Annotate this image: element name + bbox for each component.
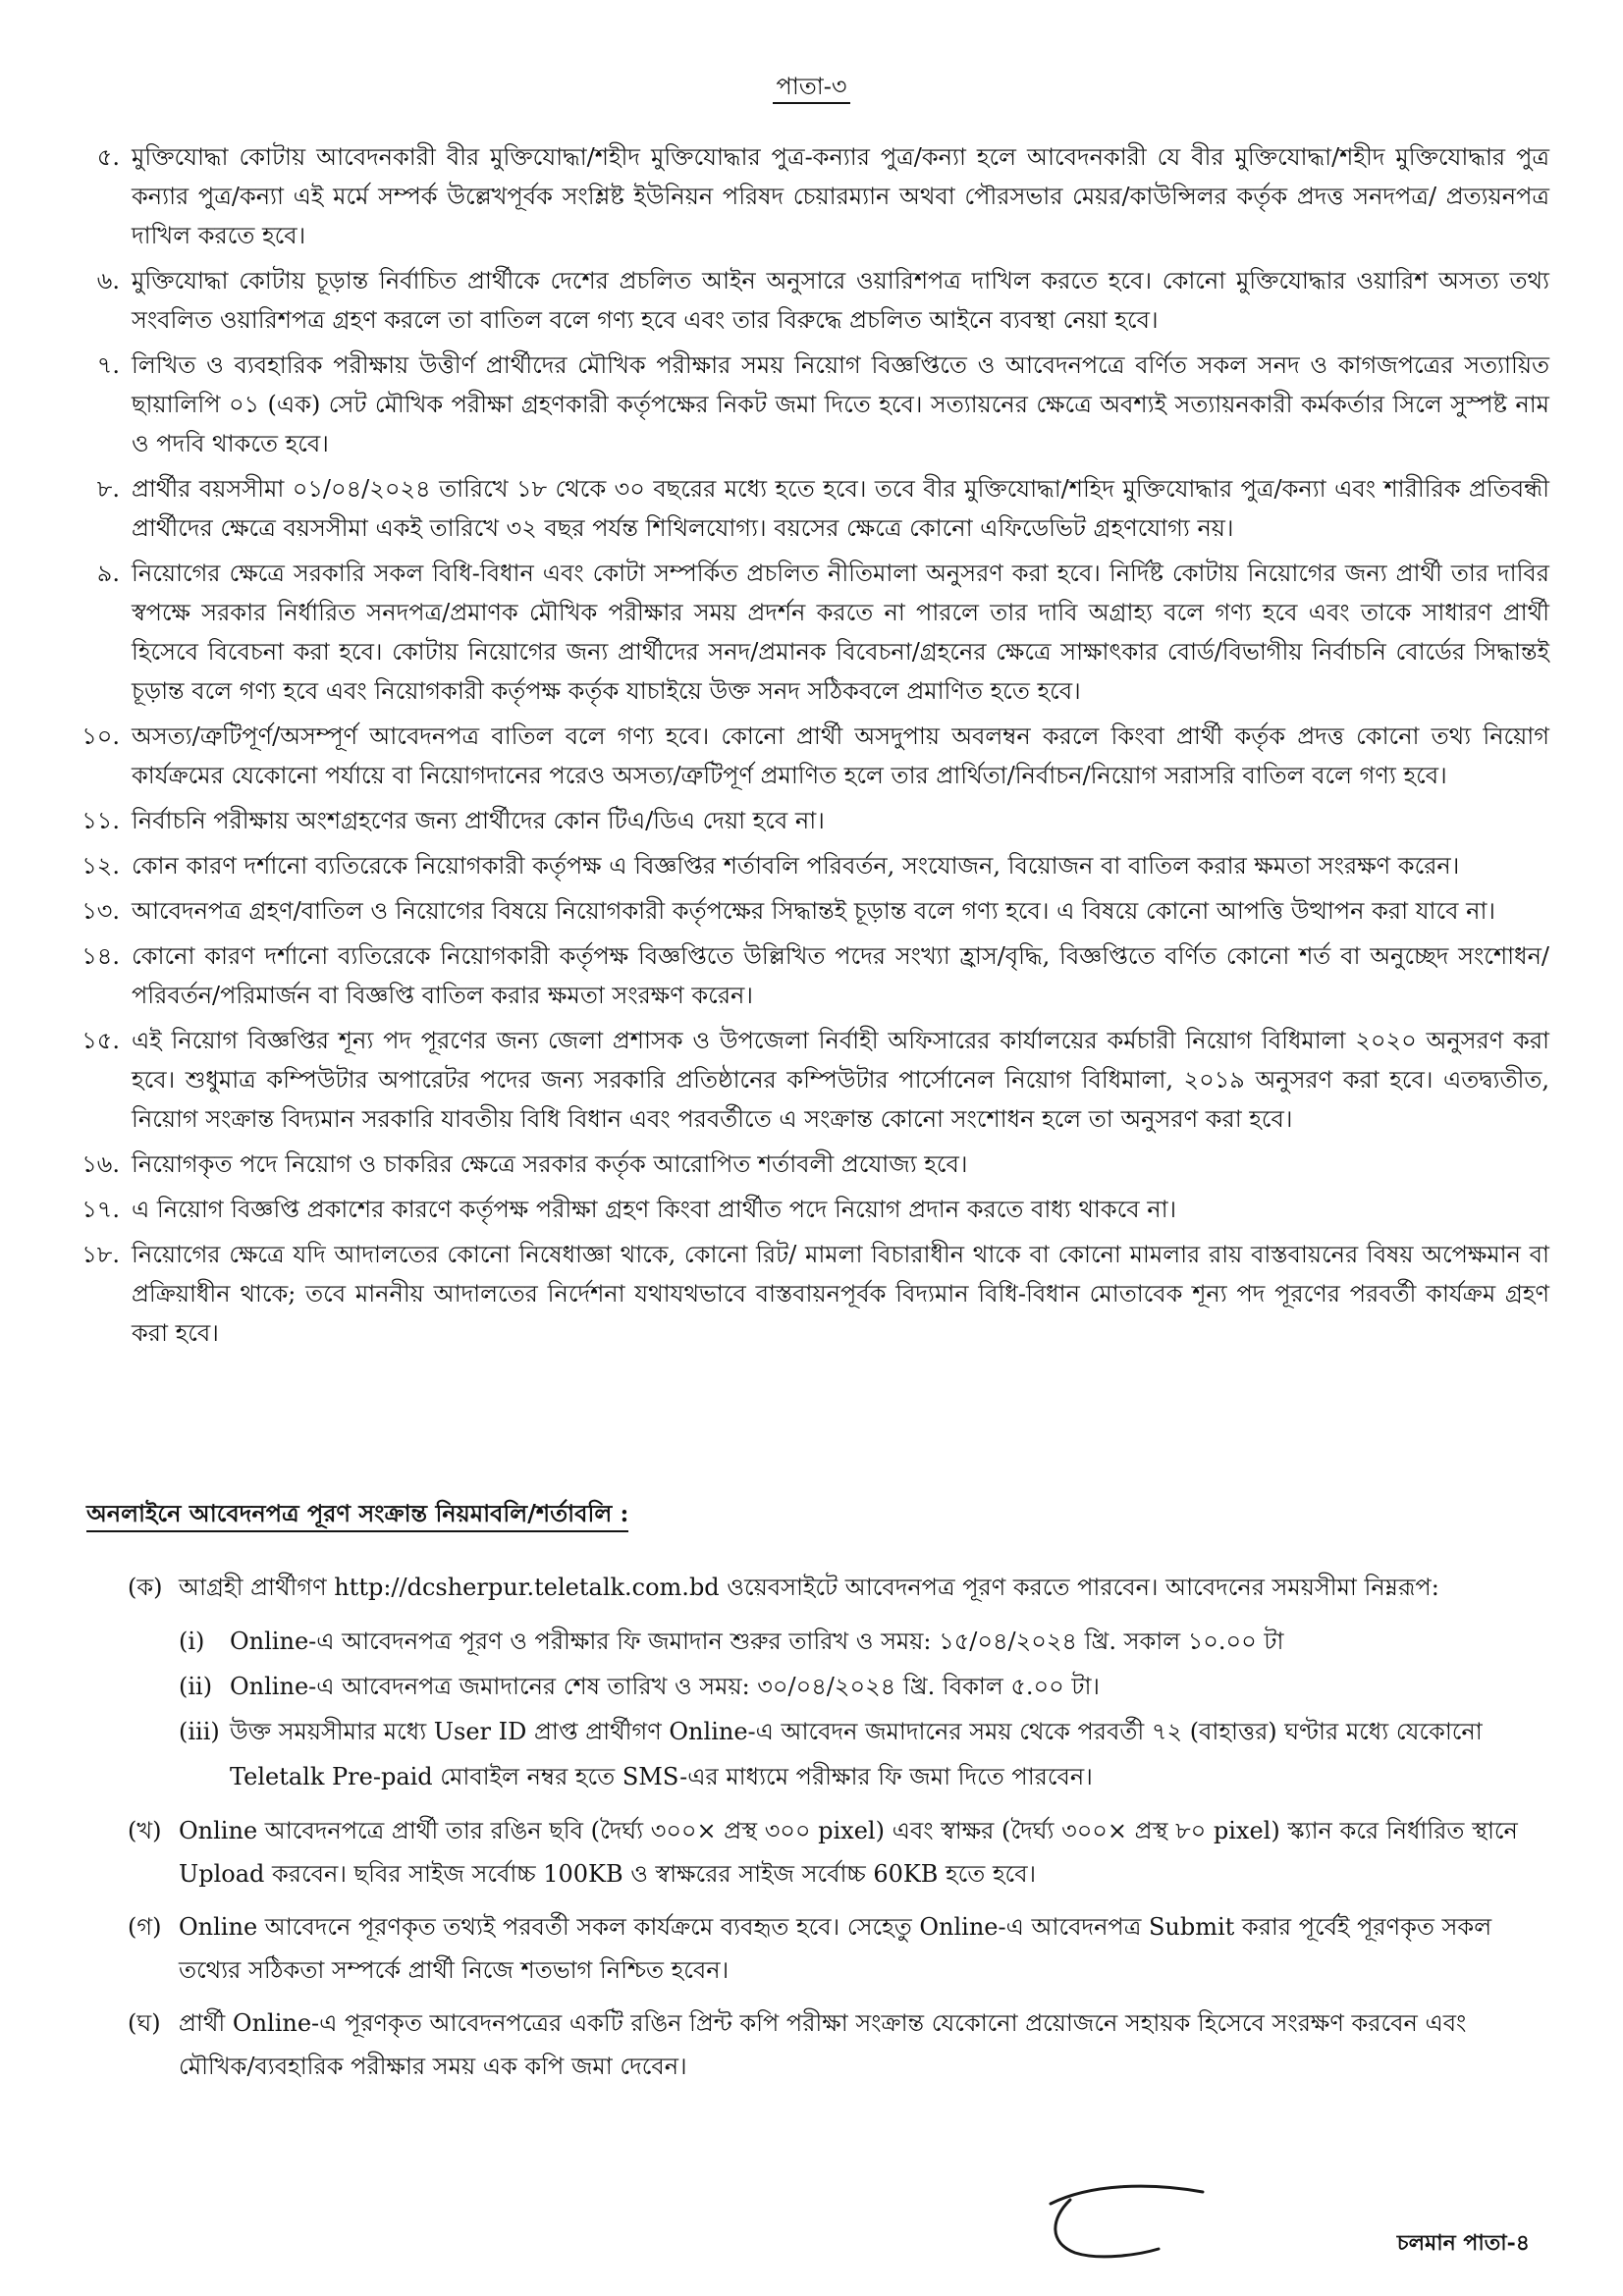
rule-text: মুক্তিযোদ্ধা কোটায় চূড়ান্ত নির্বাচিত প্রার্থীকে দেশের প্রচলিত আইন অনুসারে ওয়ারিশপত্র দাখিল করতে হবে। কোনো মুক্তিযোদ্ধার ওয়ারিশ অসত্য তথ্য সংবলিত ওয়ারিশপত্র গ্রহণ করলে তা বাতিল বলে গণ্য হবে এবং তার বিরুদ্ধে প্রচলিত আইনে ব্যবস্থা নেয়া হবে। [132,267,1549,334]
sub-clause-text: Online-এ আবেদনপত্র জমাদানের শেষ তারিখ ও সময়: ৩০/০৪/২০২৪ খ্রি. বিকাল ৫.০০ টা। [230,1673,1100,1700]
sub-clause-text: উক্ত সময়সীমার মধ্যে User ID প্রাপ্ত প্রার্থীগণ Online-এ আবেদন জমাদানের সময় থেকে পরবর্তী ৭২ (বাহাত্তর) ঘণ্টার মধ্যে যেকোনো Teletalk Pre-paid মোবাইল নম্বর হতে SMS-এর মাধ্যমে পরীক্ষার ফি জমা দিতে পারবেন। [230,1718,1483,1790]
sub-clause-text: Online-এ আবেদনপত্র পূরণ ও পরীক্ষার ফি জমাদান শুরুর তারিখ ও সময়: ১৫/০৪/২০২৪ খ্রি. সকাল ১০.০০ টা [230,1628,1284,1655]
clause-number: (খ) [128,1817,162,1844]
clause-ka [128,1566,1522,1609]
signature-scribble [1031,2174,1217,2263]
clause-number: (গ) [128,1913,162,1941]
rule-item-7 [77,346,1549,463]
rule-text: নিয়োগের ক্ষেত্রে যদি আদালতের কোনো নিষেধাজ্ঞা থাকে, কোনো রিট/ মামলা বিচারাধীন থাকে বা কোনো মামলার রায় বাস্তবায়নের বিষয় অপেক্ষমান বা প্রক্রিয়াধীন থাকে; তবে মাননীয় আদালতের নির্দেশনা যথাযথভাবে বাস্তবায়নপূর্বক বিদ্যমান বিধি-বিধান মোতাবেক শূন্য পদ পূরণের পরবর্তী কার্যক্রম গ্রহণ করা হবে। [132,1241,1549,1347]
rule-text: প্রার্থীর বয়সসীমা ০১/০৪/২০২৪ তারিখে ১৮ থেকে ৩০ বছরের মধ্যে হতে হবে। তবে বীর মুক্তিযোদ্ধা/শহিদ মুক্তিযোদ্ধার পুত্র/কন্যা এবং শারীরিক প্রতিবন্ধী প্রার্থীদের ক্ষেত্রে বয়সসীমা একই তারিখে ৩২ বছর পর্যন্ত শিথিলযোগ্য। বয়সের ক্ষেত্রে কোনো এফিডেভিট গ্রহণযোগ্য নয়। [132,475,1549,542]
sub-clause-number: (i) [179,1628,205,1655]
rule-text: মুক্তিযোদ্ধা কোটায় আবেদনকারী বীর মুক্তিযোদ্ধা/শহীদ মুক্তিযোদ্ধার পুত্র-কন্যার পুত্র/কন্যা হলে আবেদনকারী যে বীর মুক্তিযোদ্ধা/শহীদ মুক্তিযোদ্ধার পুত্র কন্যার পুত্র/কন্যা এই মর্মে সম্পর্ক উল্লেখপূর্বক সংশ্লিষ্ট ইউনিয়ন পরিষদ চেয়ারম্যান অথবা পৌরসভার মেয়র/কাউন্সিলর কর্তৃক প্রদত্ত সনদপত্র/ প্রত্যয়নপত্র দাখিল করতে হবে। [132,143,1549,249]
rule-text: নিয়োগকৃত পদে নিয়োগ ও চাকরির ক্ষেত্রে সরকার কর্তৃক আরোপিত শর্তাবলী প্রযোজ্য হবে। [132,1150,968,1178]
clause-ga [128,1905,1522,1992]
rule-text: এ নিয়োগ বিজ্ঞপ্তি প্রকাশের কারণে কর্তৃপক্ষ পরীক্ষা গ্রহণ কিংবা প্রার্থীত পদে নিয়োগ প্রদান করতে বাধ্য থাকবে না। [132,1196,1177,1223]
rule-text: আবেদনপত্র গ্রহণ/বাতিল ও নিয়োগের বিষয়ে নিয়োগকারী কর্তৃপক্ষের সিদ্ধান্তই চূড়ান্ত বলে গণ্য হবে। এ বিষয়ে কোনো আপত্তি উত্থাপন করা যাবে না। [132,897,1495,925]
rule-item-10 [77,717,1549,795]
sub-clause-number: (ii) [179,1673,213,1700]
rule-number: ১৭. [81,1196,120,1223]
rule-item-17 [77,1190,1549,1229]
clause-text: Online আবেদনে পূরণকৃত তথ্যই পরবর্তী সকল কার্যক্রমে ব্যবহৃত হবে। সেহেতু Online-এ আবেদনপত্র Submit করার পূর্বেই পূরণকৃত সকল তথ্যের সঠিকতা সম্পর্কে প্রার্থী নিজে শতভাগ নিশ্চিত হবেন। [179,1913,1492,1984]
page-number [0,69,1623,108]
rule-item-15 [77,1021,1549,1139]
sub-clause-iii [179,1709,1522,1799]
rule-number: ৯. [96,560,120,587]
rule-text: কোন কারণ দর্শানো ব্যতিরেকে নিয়োগকারী কর্তৃপক্ষ এ বিজ্ঞপ্তির শর্তাবলি পরিবর্তন, সংযোজন, বিয়োজন বা বাতিল করার ক্ষমতা সংরক্ষণ করেন। [132,852,1460,880]
rule-text: নিয়োগের ক্ষেত্রে সরকারি সকল বিধি-বিধান এবং কোটা সম্পর্কিত প্রচলিত নীতিমালা অনুসরণ করা হবে। নির্দিষ্ট কোটায় নিয়োগের জন্য প্রার্থী তার দাবির স্বপক্ষে সরকার নির্ধারিত সনদপত্র/প্রমাণক মৌখিক পরীক্ষার সময় প্রদর্শন করতে না পারলে তার দাবি অগ্রাহ্য বলে গণ্য হবে এবং তাকে সাধারণ প্রার্থী হিসেবে বিবেচনা করা হবে। কোটায় নিয়োগের জন্য প্রার্থীদের সনদ/প্রমানক বিবেচনা/গ্রহনের ক্ষেত্রে সাক্ষাৎকার বোর্ড/বিভাগীয় নির্বাচনি বোর্ডের সিদ্ধান্তই চূড়ান্ত বলে গণ্য হবে এবং নিয়োগকারী কর্তৃপক্ষ কর্তৃক যাচাইয়ে উক্ত সনদ সঠিকবলে প্রমাণিত হতে হবে। [132,560,1549,705]
rule-number: ৮. [96,475,120,503]
page-number-text: পাতা-৩ [773,73,851,104]
rule-number: ১৪. [81,942,120,970]
rule-item-12 [77,846,1549,885]
rule-item-14 [77,936,1549,1015]
sub-clause-i [179,1619,1522,1664]
rule-item-11 [77,801,1549,840]
rule-number: ১৫. [81,1027,120,1054]
rule-text: কোনো কারণ দর্শানো ব্যতিরেকে নিয়োগকারী কর্তৃপক্ষ বিজ্ঞপ্তিতে উল্লিখিত পদের সংখ্যা হ্রাস/বৃদ্ধি, বিজ্ঞপ্তিতে বর্ণিত কোনো শর্ত বা অনুচ্ছেদ সংশোধন/ পরিবর্তন/পরিমার্জন বা বিজ্ঞপ্তি বাতিল করার ক্ষমতা সংরক্ষণ করেন। [132,942,1549,1009]
rule-item-18 [77,1235,1549,1353]
rule-item-5 [77,137,1549,255]
online-section-heading: অনলাইনে আবেদনপত্র পূরণ সংক্রান্ত নিয়মাবলি/শর্তাবলি : [86,1497,628,1532]
rule-text: নির্বাচনি পরীক্ষায় অংশগ্রহণের জন্য প্রার্থীদের কোন টিএ/ডিএ দেয়া হবে না। [132,807,825,834]
rule-number: ৭. [96,351,120,379]
rule-number: ১৮. [81,1241,120,1268]
rule-text: লিখিত ও ব্যবহারিক পরীক্ষায় উত্তীর্ণ প্রার্থীদের মৌখিক পরীক্ষার সময় নিয়োগ বিজ্ঞপ্তিতে ও আবেদনপত্রে বর্ণিত সকল সনদ ও কাগজপত্রের সত্যায়িত ছায়ালিপি ০১ (এক) সেট মৌখিক পরীক্ষা গ্রহণকারী কর্তৃপক্ষের নিকট জমা দিতে হবে। সত্যায়নের ক্ষেত্রে অবশ্যই সত্যায়নকারী কর্মকর্তার সিলে সুস্পষ্ট নাম ও পদবি থাকতে হবে। [132,351,1549,457]
rule-number: ১৩. [81,897,120,925]
rule-number: ১৬. [81,1150,120,1178]
rule-number: ১১. [81,807,120,834]
rule-item-6 [77,261,1549,340]
rules-list [77,137,1549,1359]
rule-item-8 [77,469,1549,548]
clause-gha [128,2002,1522,2088]
clause-kha [128,1809,1522,1896]
clause-text: Online আবেদনপত্রে প্রার্থী তার রঙিন ছবি (দৈর্ঘ্য ৩০০× প্রস্থ ৩০০ pixel) এবং স্বাক্ষর (দৈর্ঘ্য ৩০০× প্রস্থ ৮০ pixel) স্ক্যান করে নির্ধারিত স্থানে Upload করবেন। ছবির সাইজ সর্বোচ্চ 100KB ও স্বাক্ষরের সাইজ সর্বোচ্চ 60KB হতে হবে। [179,1817,1518,1888]
clause-text: আগ্রহী প্রার্থীগণ http://dcsherpur.teletalk.com.bd ওয়েবসাইটে আবেদনপত্র পূরণ করতে পারবেন। আবেদনের সময়সীমা নিম্নরূপ: [179,1574,1439,1601]
rule-item-13 [77,891,1549,931]
rule-text: অসত্য/ত্রুটিপূর্ণ/অসম্পূর্ণ আবেদনপত্র বাতিল বলে গণ্য হবে। কোনো প্রার্থী অসদুপায় অবলম্বন করলে কিংবা প্রার্থী কর্তৃক প্রদত্ত কোনো তথ্য নিয়োগ কার্যক্রমের যেকোনো পর্যায়ে বা নিয়োগদানের পরেও অসত্য/ত্রুটিপূর্ণ প্রমাণিত হলে তার প্রার্থিতা/নির্বাচন/নিয়োগ সরাসরি বাতিল বলে গণ্য হবে। [132,722,1549,789]
rule-number: ৫. [96,143,120,171]
sub-clause-ii [179,1664,1522,1709]
rule-text: এই নিয়োগ বিজ্ঞপ্তির শূন্য পদ পূরণের জন্য জেলা প্রশাসক ও উপজেলা নির্বাহী অফিসারের কার্যালয়ের কর্মচারী নিয়োগ বিধিমালা ২০২০ অনুসরণ করা হবে। শুধুমাত্র কম্পিউটার অপারেটর পদের জন্য সরকারি প্রতিষ্ঠানের কম্পিউটার পার্সোনেল নিয়োগ বিধিমালা, ২০১৯ অনুসরণ করা হবে। এতদ্ব্যতীত, নিয়োগ সংক্রান্ত বিদ্যমান সরকারি যাবতীয় বিধি বিধান এবং পরবর্তীতে এ সংক্রান্ত কোনো সংশোধন হলে তা অনুসরণ করা হবে। [132,1027,1549,1133]
sub-clause-number: (iii) [179,1718,220,1745]
online-instructions [128,1566,1522,2098]
next-page-note: চলমান পাতা-৪ [1396,2230,1530,2256]
clause-number: (ঘ) [128,2009,161,2037]
rule-item-16 [77,1145,1549,1184]
rule-number: ৬. [96,267,120,294]
rule-number: ১২. [81,852,120,880]
clause-text: প্রার্থী Online-এ পূরণকৃত আবেদনপত্রের একটি রঙিন প্রিন্ট কপি পরীক্ষা সংক্রান্ত যেকোনো প্রয়োজনে সহায়ক হিসেবে সংরক্ষণ করবেন এবং মৌখিক/ব্যবহারিক পরীক্ষার সময় এক কপি জমা দেবেন। [179,2009,1467,2080]
rule-item-9 [77,554,1549,711]
clause-number: (ক) [128,1574,163,1601]
rule-number: ১০. [81,722,120,750]
